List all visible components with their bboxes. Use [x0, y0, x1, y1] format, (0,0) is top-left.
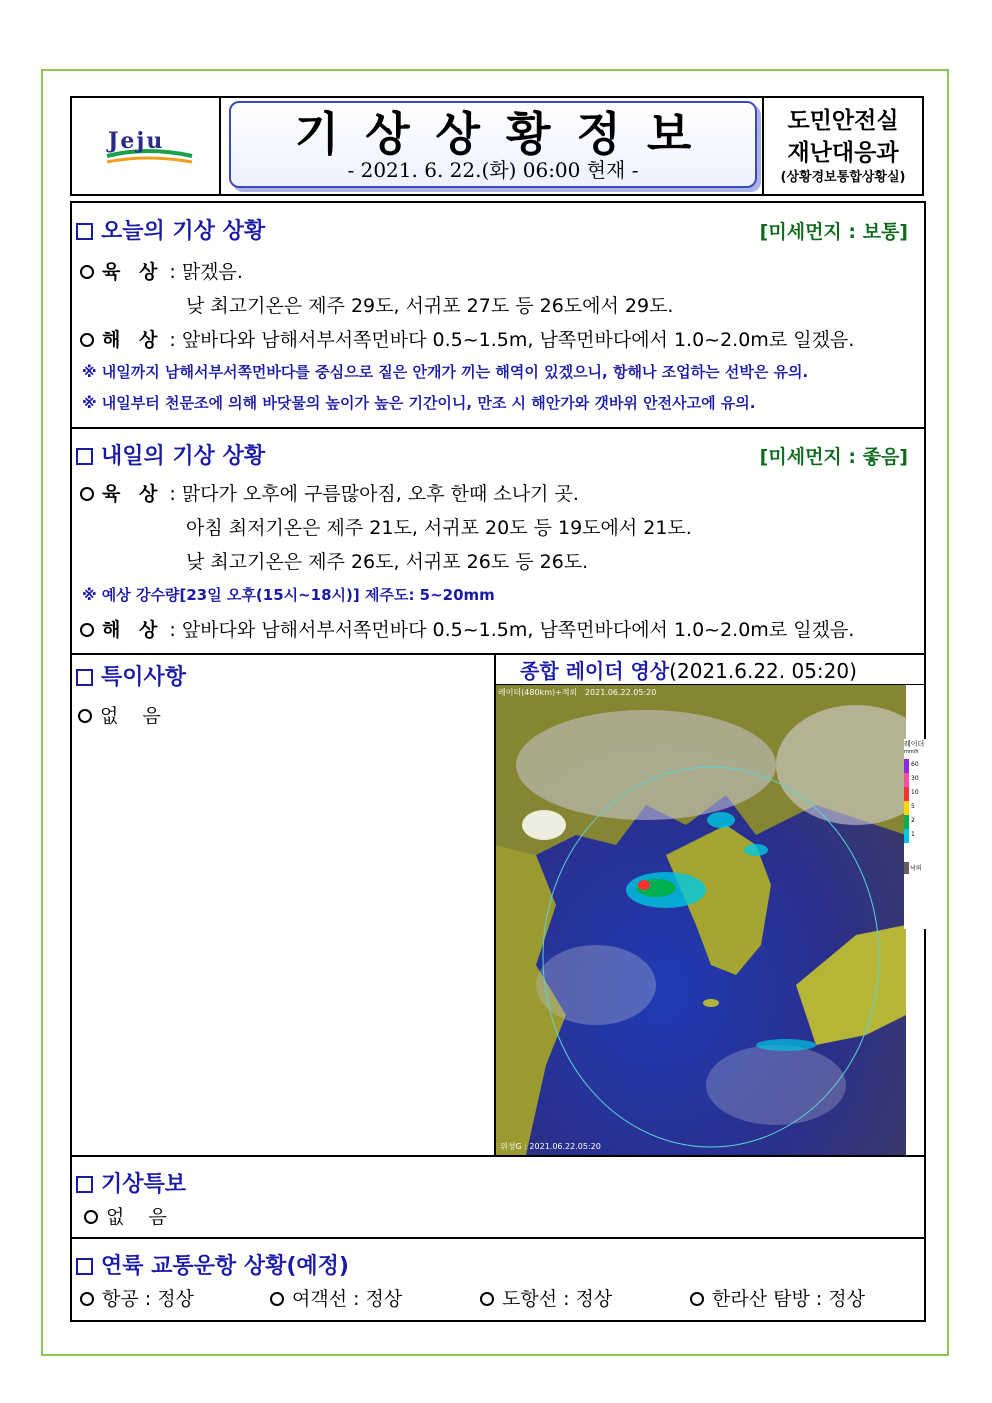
tomorrow-heading-text: 내일의 기상 상황 — [101, 444, 266, 469]
warnings-heading — [76, 1167, 186, 1198]
legend-extra: 낙뢰 — [910, 865, 922, 872]
checkbox-icon — [76, 223, 93, 240]
legend-swatch — [904, 801, 909, 815]
legend-value: 1 — [911, 831, 915, 838]
tomorrow-sea — [80, 615, 854, 642]
tomorrow-land — [80, 479, 579, 506]
today-section — [70, 201, 926, 429]
circle-icon — [80, 265, 94, 279]
radar-bottom-label: 위성G : 2021.06.22.05:20 — [500, 1142, 601, 1151]
today-land — [80, 257, 243, 284]
today-sea-label: 해 상 — [102, 329, 164, 351]
traffic-item-label: 항공 : 정상 — [102, 1288, 194, 1310]
radar-legend — [904, 739, 926, 929]
circle-icon — [480, 1292, 494, 1306]
today-heading — [76, 214, 265, 245]
radar-title-text: 종합 레이더 영상 — [520, 659, 670, 683]
special-value — [78, 701, 161, 728]
traffic-heading — [76, 1249, 349, 1280]
legend-swatch — [904, 829, 909, 843]
legend-value: 30 — [911, 775, 919, 782]
department-cell — [762, 96, 924, 196]
special-value-text: 없 음 — [100, 705, 161, 727]
traffic-item-label: 한라산 탐방 : 정상 — [712, 1288, 865, 1310]
circle-icon — [690, 1292, 704, 1306]
radar-image — [496, 685, 906, 1155]
dept-line2: 재난대응과 — [787, 140, 899, 166]
today-heading-text: 오늘의 기상 상황 — [101, 219, 266, 244]
traffic-item-air — [80, 1284, 194, 1311]
tomorrow-sea-text: : 앞바다와 남해서부서쪽먼바다 0.5~1.5m, 남쪽먼바다에서 1.0~2.0m로 일겠음. — [169, 619, 855, 641]
circle-icon — [78, 709, 92, 723]
tomorrow-dust: [미세먼지 : 좋음] — [759, 446, 908, 468]
traffic-item-island-ferry — [480, 1284, 612, 1311]
special-section — [70, 653, 496, 1157]
report-datetime: - 2021. 6. 22.(화) 06:00 현재 - — [347, 158, 639, 182]
today-land-label: 육 상 — [102, 261, 164, 283]
checkbox-icon — [76, 448, 93, 465]
logo-cell — [70, 96, 221, 196]
legend-value: 2 — [911, 817, 915, 824]
traffic-section — [70, 1237, 926, 1322]
circle-icon — [80, 1292, 94, 1306]
radar-top-label — [498, 687, 656, 698]
legend-swatch — [904, 787, 909, 801]
circle-icon — [270, 1292, 284, 1306]
today-note2: ※ 내일부터 천문조에 의해 바닷물의 높이가 높은 기간이니, 만조 시 해안가와 갯바위 안전사고에 유의. — [82, 394, 756, 412]
today-sea-text: : 앞바다와 남해서부서쪽먼바다 0.5~1.5m, 남쪽먼바다에서 1.0~2.0m로 일겠음. — [169, 329, 855, 351]
legend-swatch — [904, 773, 909, 787]
checkbox-icon — [76, 1176, 93, 1193]
tomorrow-section — [70, 427, 926, 655]
traffic-heading-text: 연륙 교통운항 상황(예정) — [101, 1254, 349, 1279]
circle-icon — [84, 1210, 98, 1224]
legend-swatch — [904, 759, 909, 773]
tomorrow-rain-note: ※ 예상 강수량[23일 오후(15시~18시)] 제주도: 5~20mm — [82, 586, 495, 604]
traffic-item-label: 여객선 : 정상 — [292, 1288, 403, 1310]
traffic-item-ferry — [270, 1284, 402, 1311]
today-dust: [미세먼지 : 보통] — [759, 221, 908, 243]
today-land-text: : 맑겠음. — [169, 261, 243, 283]
legend-title: 레이더 — [904, 740, 925, 748]
radar-top-time: 2021.06.22.05:20 — [584, 688, 657, 697]
special-heading-text: 특이사항 — [101, 665, 187, 690]
legend-value: 60 — [911, 761, 919, 768]
tomorrow-land-label: 육 상 — [102, 483, 164, 505]
today-sea — [80, 325, 854, 352]
radar-timestamp: (2021.6.22. 05:20) — [669, 659, 857, 683]
legend-value: 10 — [911, 789, 919, 796]
today-note1: ※ 내일까지 남해서부서쪽먼바다를 중심으로 짙은 안개가 끼는 해역이 있겠으니, 항해나 조업하는 선박은 유의. — [82, 363, 809, 381]
title-banner — [229, 101, 757, 188]
jeju-logo — [102, 126, 197, 171]
radar-product: 레이더(480km)+적외 — [498, 688, 578, 697]
tomorrow-land-text: : 맑다가 오후에 구름많아짐, 오후 한때 소나기 곳. — [169, 483, 579, 505]
circle-icon — [80, 487, 94, 501]
warnings-value-text: 없 음 — [106, 1206, 167, 1228]
legend-unit: mm/h — [904, 749, 919, 755]
tomorrow-sea-label: 해 상 — [102, 619, 164, 641]
traffic-item-hallasan — [690, 1284, 865, 1311]
checkbox-icon — [76, 1258, 93, 1275]
radar-section — [494, 653, 926, 1157]
lightning-swatch — [904, 862, 909, 874]
checkbox-icon — [76, 669, 93, 686]
warnings-value — [84, 1202, 167, 1229]
circle-icon — [80, 333, 94, 347]
dept-line1: 도민안전실 — [787, 108, 899, 134]
today-land-temp: 낮 최고기온은 제주 29도, 서귀포 27도 등 26도에서 29도. — [186, 295, 674, 317]
tomorrow-temp-max: 낮 최고기온은 제주 26도, 서귀포 26도 등 26도. — [186, 551, 589, 573]
warnings-heading-text: 기상특보 — [101, 1172, 187, 1197]
warnings-section — [70, 1155, 926, 1239]
dept-line3: (상황경보통합상황실) — [780, 170, 906, 185]
radar-title — [520, 655, 857, 684]
traffic-item-label: 도항선 : 정상 — [502, 1288, 613, 1310]
special-heading — [76, 660, 186, 691]
tomorrow-heading — [76, 439, 265, 470]
legend-value: 5 — [911, 803, 915, 810]
legend-swatch — [904, 815, 909, 829]
circle-icon — [80, 623, 94, 637]
logo-text: Jeju — [108, 128, 165, 154]
page-title: 기상상황정보 — [294, 107, 718, 161]
tomorrow-temp-min: 아침 최저기온은 제주 21도, 서귀포 20도 등 19도에서 21도. — [186, 517, 692, 539]
